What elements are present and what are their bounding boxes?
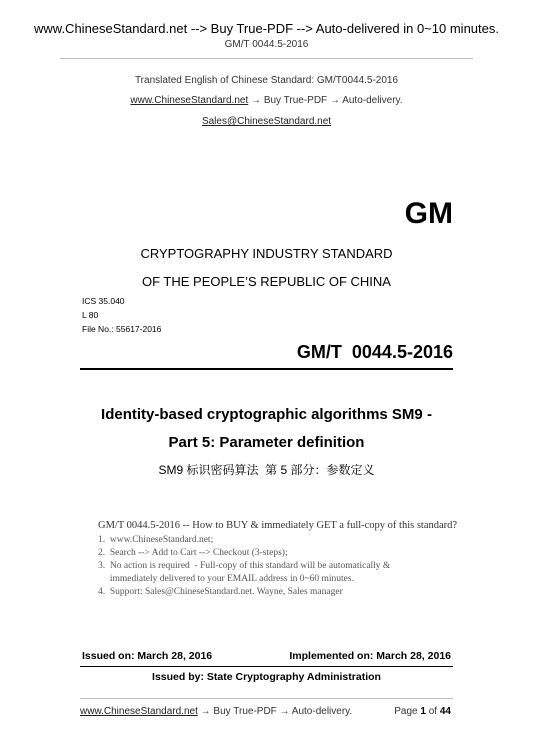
email-link[interactable]: Sales@ChineseStandard.net (201, 116, 332, 127)
title-english-line2: Part 5: Parameter definition (168, 434, 365, 451)
l-code: L 80 (82, 310, 99, 320)
title-english-line1: Identity-based cryptographic algorithms SM9 - (101, 406, 432, 423)
page-of: of (428, 706, 438, 717)
buy-step: 2. Search --> Add to Cart --> Checkout (3-steps); (98, 548, 288, 558)
footer-divider (80, 698, 453, 699)
page-prefix: Page (394, 706, 418, 717)
title-divider (80, 368, 453, 370)
dates-divider (80, 666, 453, 667)
ics-code: ICS 35.040 (82, 296, 125, 306)
gm-mark: GM (404, 197, 453, 230)
buy-heading: GM/T 0044.5-2016 -- How to BUY & immediately GET a full-copy of this standard? (98, 520, 458, 531)
header-divider (60, 58, 473, 59)
buy-step: immediately delivered to your EMAIL address in 0~60 minutes. (98, 574, 354, 584)
page-header-line1: www.ChineseStandard.net --> Buy True-PDF --> Auto-delivered in 0~10 minutes. (34, 21, 499, 36)
translation-links (0, 95, 533, 106)
site-link[interactable]: www.ChineseStandard.net (130, 95, 249, 106)
buy-step: 3. No action is required - Full-copy of this standard will be automatically & (98, 561, 391, 571)
industry-standard-line2: OF THE PEOPLE’S REPUBLIC OF CHINA (142, 274, 391, 289)
buy-text: Buy True-PDF (213, 706, 277, 717)
page-header-line2: GM/T 0044.5-2016 (224, 39, 309, 50)
standard-number: GM/T 0044.5-2016 (296, 342, 453, 362)
translation-note: Translated English of Chinese Standard: GM/T0044.5-2016 (134, 75, 399, 86)
page-indicator (394, 706, 451, 717)
delivery-text: Auto-delivery. (291, 706, 353, 717)
footer-site-link[interactable]: www.ChineseStandard.net (80, 706, 198, 717)
industry-standard-line1: CRYPTOGRAPHY INDUSTRY STANDARD (140, 246, 393, 261)
arrow-icon: → (251, 95, 262, 106)
arrow-icon: → (279, 706, 290, 717)
page-current: 1 (420, 706, 426, 717)
translation-email (0, 116, 533, 127)
issued-date: Issued on: March 28, 2016 (82, 650, 213, 662)
title-chinese: SM9 标识密码算法 第 5 部分：参数定义 (158, 463, 375, 477)
issuer: Issued by: State Cryptography Administration (152, 671, 381, 683)
implemented-date: Implemented on: March 28, 2016 (289, 650, 451, 662)
arrow-icon: → (329, 95, 340, 106)
buy-step: 4. Support: Sales@ChineseStandard.net. Wayne, Sales manager (98, 587, 343, 597)
footer-links (80, 706, 352, 717)
arrow-icon: → (200, 706, 211, 717)
buy-text: Buy True-PDF (263, 95, 328, 106)
page-total: 44 (439, 706, 451, 717)
buy-step: 1. www.ChineseStandard.net; (98, 535, 214, 545)
file-number: File No.: 55617-2016 (82, 324, 162, 334)
delivery-text: Auto-delivery. (342, 95, 403, 106)
